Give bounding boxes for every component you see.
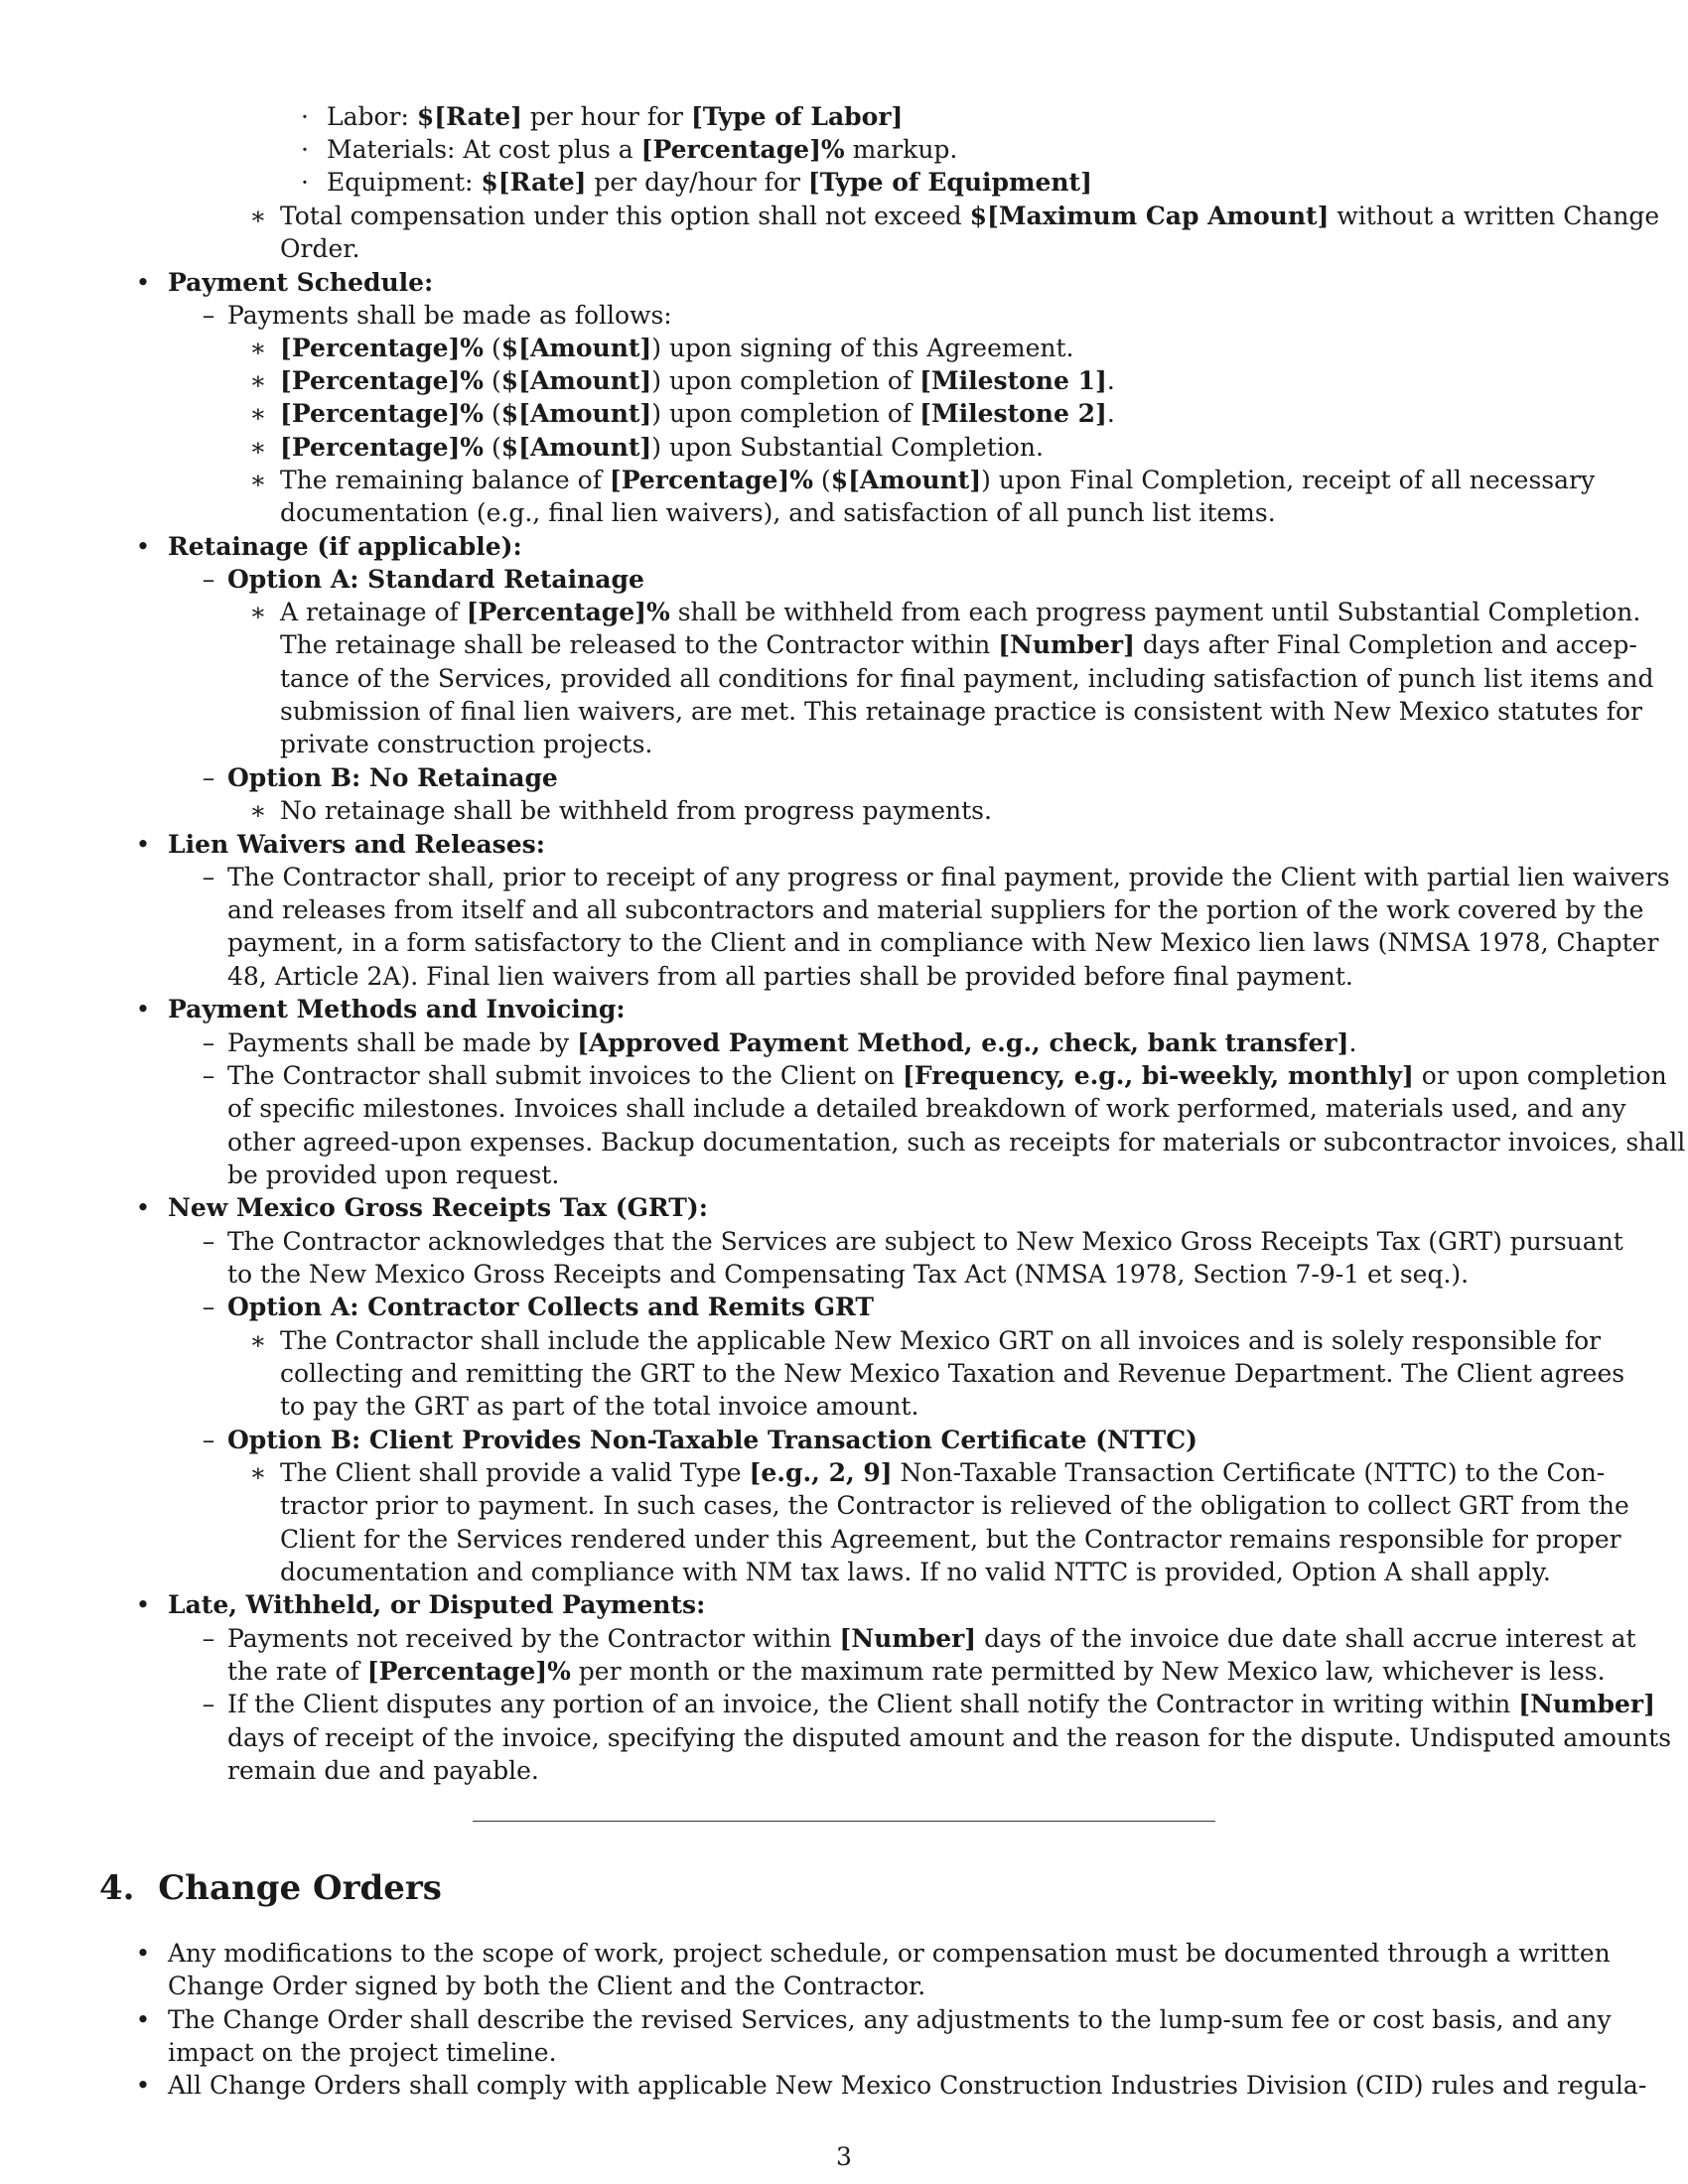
bullet-marker: • — [135, 532, 151, 561]
remaining-balance-line-2: documentation (e.g., final lien waivers), and satisfaction of all punch list items. — [280, 498, 1276, 527]
star-marker: ∗ — [249, 433, 267, 462]
grt-option-a-title: Option A: Contractor Collects and Remits GRT — [227, 1293, 875, 1321]
bullet-marker: • — [135, 268, 151, 297]
change-order-text: Any modifications to the scope of work, project schedule, or compensation must be documented through a written — [168, 1939, 1611, 1968]
section-divider — [473, 1821, 1215, 1822]
star-marker: ∗ — [249, 334, 267, 362]
dash-marker: – — [202, 763, 215, 792]
bullet-marker: • — [135, 830, 151, 859]
grt-option-b-text: documentation and compliance with NM tax laws. If no valid NTTC is provided, Option A shall apply. — [280, 1558, 1551, 1586]
section-heading: 4. Change Orders — [99, 1868, 442, 1908]
invoicing-text: of specific milestones. Invoices shall include a detailed breakdown of work performed, materials used, and any — [227, 1094, 1626, 1123]
grt-option-b-title: Option B: Client Provides Non-Taxable Transaction Certificate (NTTC) — [227, 1426, 1197, 1454]
star-marker: ∗ — [249, 1326, 267, 1355]
dash-marker: – — [202, 301, 215, 330]
retainage-text: A retainage of [Percentage]% shall be withheld from each progress payment until Substantial Completion. — [280, 598, 1641, 626]
star-marker: ∗ — [249, 366, 267, 395]
invoicing-text: other agreed-upon expenses. Backup documentation, such as receipts for materials or subcontractor invoices, shall — [227, 1128, 1686, 1157]
payment-item: [Percentage]% ($[Amount]) upon completion of [Milestone 2]. — [280, 399, 1115, 428]
max-cap-line: Total compensation under this option shall not exceed $[Maximum Cap Amount] without a written Change — [280, 202, 1660, 230]
late-text: Payments not received by the Contractor within [Number] days of the invoice due date shall accrue interest at — [227, 1624, 1636, 1653]
payment-method-line: Payments shall be made by [Approved Payment Method, e.g., check, bank transfer]. — [227, 1028, 1357, 1057]
star-marker: ∗ — [249, 466, 267, 494]
labor-rate-line: Labor: $[Rate] per hour for [Type of Labor] — [327, 102, 904, 131]
payment-item: [Percentage]% ($[Amount]) upon completion of [Milestone 1]. — [280, 366, 1115, 395]
change-order-text: All Change Orders shall comply with applicable New Mexico Construction Industries Division (CID) rules and regula- — [168, 2071, 1647, 2100]
change-order-text: Change Order signed by both the Client and the Contractor. — [168, 1972, 926, 2000]
dash-marker: – — [202, 1624, 215, 1653]
retainage-option-a-title: Option A: Standard Retainage — [227, 565, 644, 594]
grt-option-a-text: to pay the GRT as part of the total invoice amount. — [280, 1392, 919, 1421]
dot-marker: · — [301, 135, 309, 164]
grt-option-b-text: The Client shall provide a valid Type [e.g., 2, 9] Non-Taxable Transaction Certificate (NTTC) to the Con- — [280, 1458, 1606, 1487]
payment-item: [Percentage]% ($[Amount]) upon signing of this Agreement. — [280, 334, 1074, 362]
dot-marker: · — [301, 102, 309, 131]
star-marker: ∗ — [249, 598, 267, 626]
retainage-text: tance of the Services, provided all conditions for final payment, including satisfaction of punch list items and — [280, 664, 1654, 693]
lien-text: and releases from itself and all subcontractors and material suppliers for the portion of the work covered by the — [227, 895, 1644, 924]
grt-option-b-text: tractor prior to payment. In such cases, the Contractor is relieved of the obligation to collect GRT from the — [280, 1491, 1629, 1520]
dash-marker: – — [202, 863, 215, 891]
bullet-marker: • — [135, 2071, 151, 2100]
star-marker: ∗ — [249, 399, 267, 428]
no-retainage-text: No retainage shall be withheld from progress payments. — [280, 796, 992, 825]
grt-option-a-text: The Contractor shall include the applicable New Mexico GRT on all invoices and is solely responsible for — [280, 1326, 1602, 1355]
page-number: 3 — [836, 2142, 852, 2171]
lien-text: 48, Article 2A). Final lien waivers from all parties shall be provided before final payment. — [227, 962, 1353, 991]
payment-schedule-intro: Payments shall be made as follows: — [227, 301, 672, 330]
change-order-text: impact on the project timeline. — [168, 2038, 557, 2067]
retainage-option-b-title: Option B: No Retainage — [227, 763, 558, 792]
dash-marker: – — [202, 1028, 215, 1057]
remaining-balance-line: The remaining balance of [Percentage]% ($[Amount]) upon Final Completion, receipt of all necessary — [280, 466, 1596, 494]
late-text: the rate of [Percentage]% per month or the maximum rate permitted by New Mexico law, whichever is less. — [227, 1657, 1606, 1686]
payment-schedule-heading: Payment Schedule: — [168, 268, 434, 297]
retainage-text: The retainage shall be released to the Contractor within [Number] days after Final Completion and accep- — [280, 630, 1637, 659]
retainage-heading: Retainage (if applicable): — [168, 532, 522, 561]
dash-marker: – — [202, 1690, 215, 1718]
lien-text: The Contractor shall, prior to receipt of any progress or final payment, provide the Client with partial lien waivers — [227, 863, 1670, 891]
dispute-text: remain due and payable. — [227, 1756, 539, 1785]
grt-option-b-text: Client for the Services rendered under this Agreement, but the Contractor remains responsible for proper — [280, 1525, 1621, 1554]
bullet-marker: • — [135, 1939, 151, 1968]
grt-heading: New Mexico Gross Receipts Tax (GRT): — [168, 1193, 708, 1222]
star-marker: ∗ — [249, 202, 267, 230]
late-payments-heading: Late, Withheld, or Disputed Payments: — [168, 1590, 706, 1619]
dispute-text: days of receipt of the invoice, specifying the disputed amount and the reason for the dispute. Undisputed amounts — [227, 1723, 1672, 1752]
dash-marker: – — [202, 1061, 215, 1090]
dash-marker: – — [202, 1293, 215, 1321]
invoicing-text: be provided upon request. — [227, 1160, 560, 1189]
dash-marker: – — [202, 565, 215, 594]
retainage-text: submission of final lien waivers, are met. This retainage practice is consistent with New Mexico statutes for — [280, 697, 1642, 726]
grt-option-a-text: collecting and remitting the GRT to the New Mexico Taxation and Revenue Department. The Client agrees — [280, 1359, 1625, 1388]
lien-text: payment, in a form satisfactory to the Client and in compliance with New Mexico lien laws (NMSA 1978, Chapter — [227, 928, 1659, 957]
materials-line: Materials: At cost plus a [Percentage]% markup. — [327, 135, 958, 164]
max-cap-line-2: Order. — [280, 234, 360, 263]
equipment-line: Equipment: $[Rate] per day/hour for [Type of Equipment] — [327, 168, 1092, 197]
retainage-text: private construction projects. — [280, 730, 653, 758]
dot-marker: · — [301, 168, 309, 197]
star-marker: ∗ — [249, 796, 267, 825]
grt-text: to the New Mexico Gross Receipts and Compensating Tax Act (NMSA 1978, Section 7-9-1 et seq.). — [227, 1260, 1470, 1289]
bullet-marker: • — [135, 1193, 151, 1222]
lien-waivers-heading: Lien Waivers and Releases: — [168, 830, 545, 859]
dash-marker: – — [202, 1227, 215, 1256]
star-marker: ∗ — [249, 1458, 267, 1487]
bullet-marker: • — [135, 1590, 151, 1619]
change-order-text: The Change Order shall describe the revised Services, any adjustments to the lump-sum fee or cost basis, and any — [168, 2005, 1612, 2034]
bullet-marker: • — [135, 2005, 151, 2034]
bullet-marker: • — [135, 995, 151, 1024]
payment-methods-heading: Payment Methods and Invoicing: — [168, 995, 626, 1024]
dash-marker: – — [202, 1426, 215, 1454]
invoicing-text: The Contractor shall submit invoices to the Client on [Frequency, e.g., bi-weekly, monthly] or upon completion — [227, 1061, 1667, 1090]
payment-item: [Percentage]% ($[Amount]) upon Substantial Completion. — [280, 433, 1044, 462]
grt-text: The Contractor acknowledges that the Services are subject to New Mexico Gross Receipts Tax (GRT) pursuant — [227, 1227, 1623, 1256]
dispute-text: If the Client disputes any portion of an invoice, the Client shall notify the Contractor in writing within [Number] — [227, 1690, 1655, 1718]
